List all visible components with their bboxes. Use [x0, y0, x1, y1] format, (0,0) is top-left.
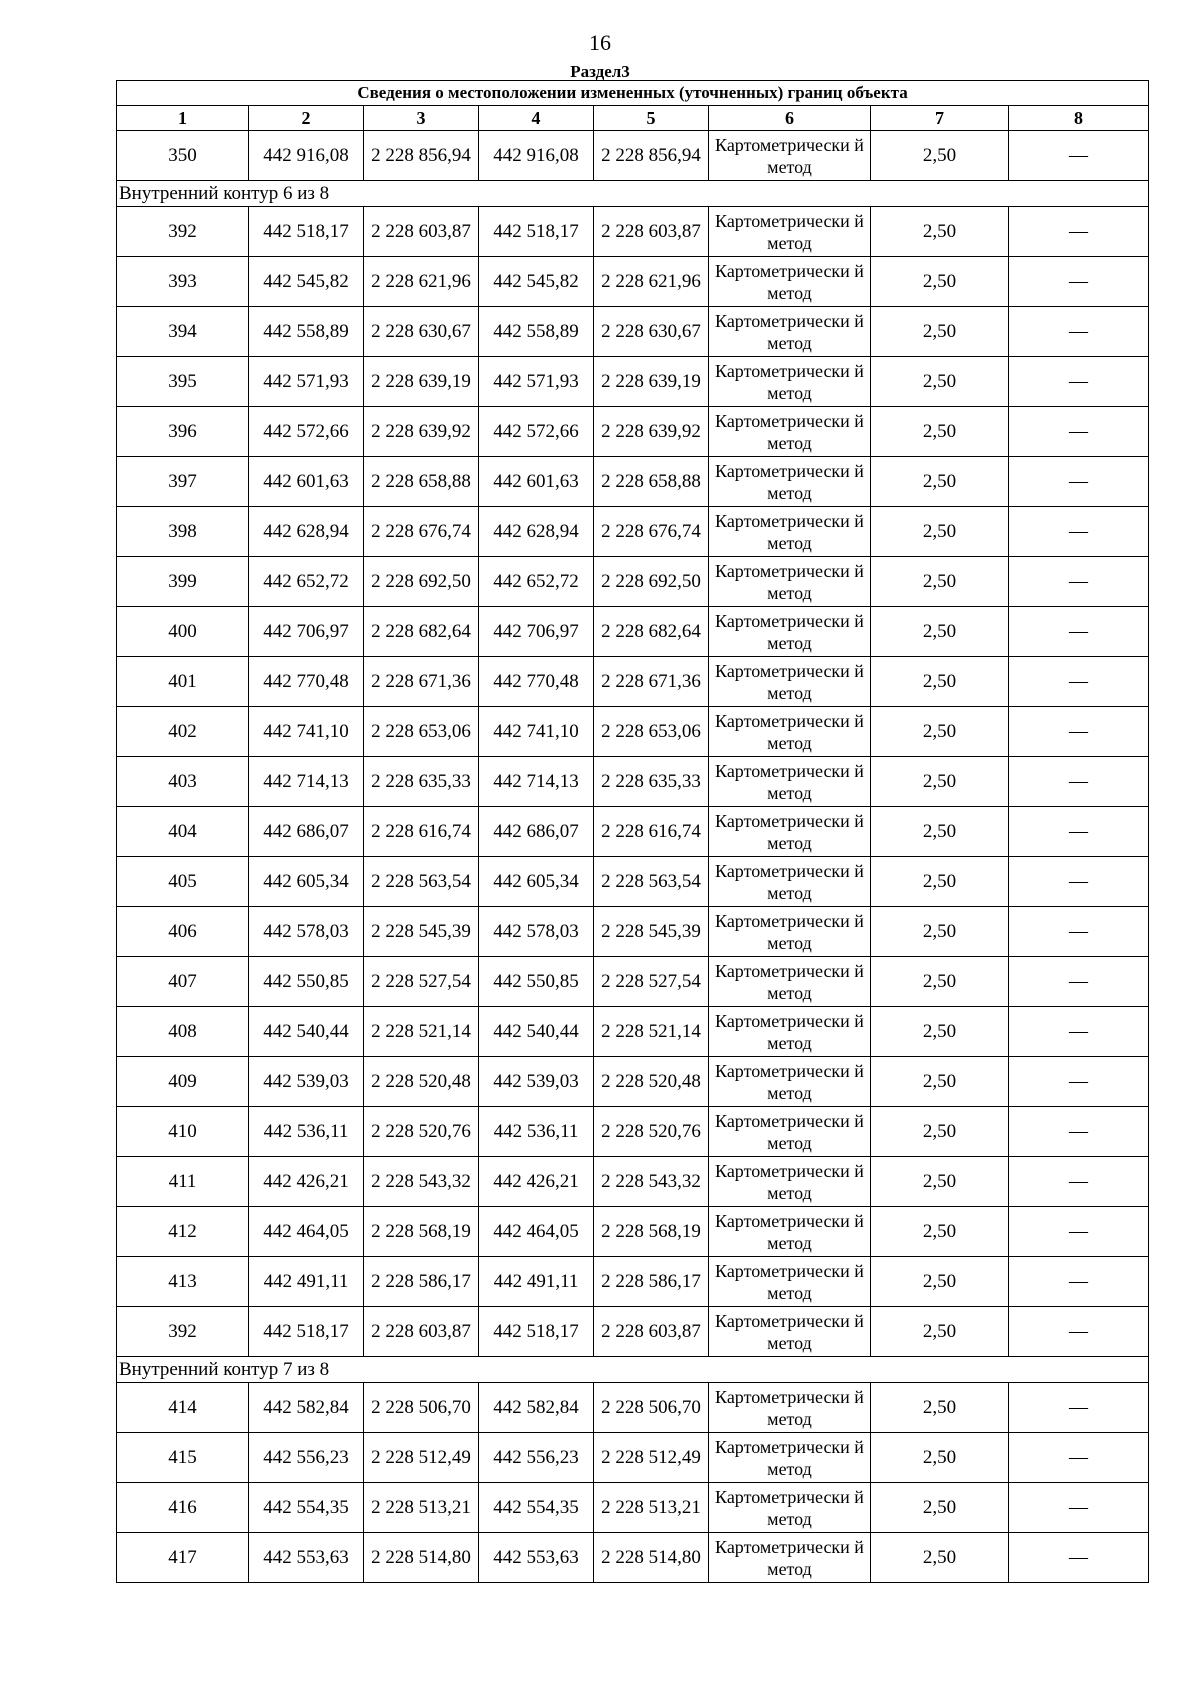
point-number-cell: 393 — [117, 257, 249, 307]
dash-cell: — — [1009, 957, 1149, 1007]
coordinate-cell: 2 228 639,92 — [364, 407, 479, 457]
coordinate-cell: 442 426,21 — [249, 1157, 364, 1207]
method-cell: Картометрически й метод — [709, 557, 871, 607]
dash-cell: — — [1009, 257, 1149, 307]
coordinate-cell: 2 228 671,36 — [364, 657, 479, 707]
coordinate-cell: 442 686,07 — [479, 807, 594, 857]
method-cell: Картометрически й метод — [709, 307, 871, 357]
coordinate-cell: 442 652,72 — [249, 557, 364, 607]
coordinate-cell: 2 228 635,33 — [594, 757, 709, 807]
table-row — [117, 207, 1149, 257]
column-number: 8 — [1009, 106, 1149, 131]
method-cell: Картометрически й метод — [709, 957, 871, 1007]
table-row — [117, 1483, 1149, 1533]
coordinate-cell: 2 228 621,96 — [364, 257, 479, 307]
dash-cell: — — [1009, 1257, 1149, 1307]
coordinate-cell: 442 558,89 — [249, 307, 364, 357]
point-number-cell: 394 — [117, 307, 249, 357]
coordinate-cell: 2 228 671,36 — [594, 657, 709, 707]
method-cell: Картометрически й метод — [709, 131, 871, 181]
coordinate-cell: 442 491,11 — [479, 1257, 594, 1307]
coordinate-cell: 442 578,03 — [479, 907, 594, 957]
table-row — [117, 1057, 1149, 1107]
method-cell: Картометрически й метод — [709, 407, 871, 457]
dash-cell: — — [1009, 131, 1149, 181]
table-row — [117, 1533, 1149, 1583]
table-row — [117, 407, 1149, 457]
method-cell: Картометрически й метод — [709, 1307, 871, 1357]
coordinate-cell: 442 536,11 — [249, 1107, 364, 1157]
method-cell: Картометрически й метод — [709, 507, 871, 557]
coordinate-cell: 2 228 586,17 — [364, 1257, 479, 1307]
coordinate-cell: 442 491,11 — [249, 1257, 364, 1307]
dash-cell: — — [1009, 1207, 1149, 1257]
coordinate-cell: 442 770,48 — [479, 657, 594, 707]
point-number-cell: 397 — [117, 457, 249, 507]
dash-cell: — — [1009, 1307, 1149, 1357]
accuracy-cell: 2,50 — [871, 131, 1009, 181]
accuracy-cell: 2,50 — [871, 907, 1009, 957]
page-number: 16 — [589, 30, 611, 55]
coordinate-cell: 2 228 563,54 — [364, 857, 479, 907]
method-cell: Картометрически й метод — [709, 1257, 871, 1307]
coordinate-cell: 442 652,72 — [479, 557, 594, 607]
coordinate-cell: 2 228 512,49 — [594, 1433, 709, 1483]
table-caption: Сведения о местоположении измененных (уточненных) границ объекта — [117, 81, 1149, 106]
dash-cell: — — [1009, 1533, 1149, 1583]
table-row — [117, 131, 1149, 181]
method-cell: Картометрически й метод — [709, 707, 871, 757]
coordinate-cell: 442 770,48 — [249, 657, 364, 707]
point-number-cell: 411 — [117, 1157, 249, 1207]
coordinate-cell: 442 518,17 — [249, 207, 364, 257]
coordinate-cell: 442 550,85 — [249, 957, 364, 1007]
column-number: 1 — [117, 106, 249, 131]
coordinate-cell: 2 228 692,50 — [594, 557, 709, 607]
dash-cell: — — [1009, 1107, 1149, 1157]
table-row — [117, 1107, 1149, 1157]
coordinate-cell: 2 228 603,87 — [364, 1307, 479, 1357]
accuracy-cell: 2,50 — [871, 1483, 1009, 1533]
coordinate-cell: 2 228 568,19 — [364, 1207, 479, 1257]
dash-cell: — — [1009, 907, 1149, 957]
coordinate-cell: 2 228 639,19 — [364, 357, 479, 407]
coordinate-cell: 442 464,05 — [479, 1207, 594, 1257]
point-number-cell: 396 — [117, 407, 249, 457]
point-number-cell: 398 — [117, 507, 249, 557]
point-number-cell: 416 — [117, 1483, 249, 1533]
accuracy-cell: 2,50 — [871, 457, 1009, 507]
method-cell: Картометрически й метод — [709, 1057, 871, 1107]
coordinate-cell: 442 571,93 — [479, 357, 594, 407]
method-cell: Картометрически й метод — [709, 1007, 871, 1057]
coordinate-cell: 2 228 513,21 — [594, 1483, 709, 1533]
accuracy-cell: 2,50 — [871, 207, 1009, 257]
coordinate-cell: 2 228 520,48 — [364, 1057, 479, 1107]
accuracy-cell: 2,50 — [871, 607, 1009, 657]
dash-cell: — — [1009, 507, 1149, 557]
coordinate-cell: 442 464,05 — [249, 1207, 364, 1257]
coordinates-table — [116, 80, 1149, 1583]
coordinate-cell: 442 714,13 — [479, 757, 594, 807]
coordinate-cell: 442 540,44 — [249, 1007, 364, 1057]
coordinate-cell: 442 540,44 — [479, 1007, 594, 1057]
coordinate-cell: 442 578,03 — [249, 907, 364, 957]
coordinate-cell: 2 228 514,80 — [594, 1533, 709, 1583]
table-row — [117, 757, 1149, 807]
column-number: 2 — [249, 106, 364, 131]
accuracy-cell: 2,50 — [871, 1307, 1009, 1357]
column-number-row — [117, 106, 1149, 131]
method-cell: Картометрически й метод — [709, 357, 871, 407]
table-row — [117, 807, 1149, 857]
accuracy-cell: 2,50 — [871, 807, 1009, 857]
dash-cell: — — [1009, 1433, 1149, 1483]
point-number-cell: 407 — [117, 957, 249, 1007]
accuracy-cell: 2,50 — [871, 1107, 1009, 1157]
coordinate-cell: 442 553,63 — [479, 1533, 594, 1583]
accuracy-cell: 2,50 — [871, 1257, 1009, 1307]
coordinate-cell: 442 706,97 — [249, 607, 364, 657]
method-cell: Картометрически й метод — [709, 807, 871, 857]
method-cell: Картометрически й метод — [709, 757, 871, 807]
accuracy-cell: 2,50 — [871, 1157, 1009, 1207]
coordinate-cell: 2 228 630,67 — [364, 307, 479, 357]
method-cell: Картометрически й метод — [709, 857, 871, 907]
coordinate-cell: 442 554,35 — [479, 1483, 594, 1533]
dash-cell: — — [1009, 1057, 1149, 1107]
coordinate-cell: 2 228 521,14 — [364, 1007, 479, 1057]
method-cell: Картометрически й метод — [709, 457, 871, 507]
dash-cell: — — [1009, 707, 1149, 757]
coordinate-cell: 442 582,84 — [479, 1383, 594, 1433]
coordinate-cell: 442 601,63 — [249, 457, 364, 507]
coordinate-cell: 2 228 520,76 — [594, 1107, 709, 1157]
coordinate-cell: 442 605,34 — [479, 857, 594, 907]
coordinate-cell: 2 228 527,54 — [594, 957, 709, 1007]
coordinate-cell: 442 553,63 — [249, 1533, 364, 1583]
method-cell: Картометрически й метод — [709, 1107, 871, 1157]
coordinate-cell: 2 228 616,74 — [594, 807, 709, 857]
dash-cell: — — [1009, 407, 1149, 457]
coordinate-cell: 442 539,03 — [479, 1057, 594, 1107]
table-row — [117, 707, 1149, 757]
table-row — [117, 857, 1149, 907]
point-number-cell: 399 — [117, 557, 249, 607]
point-number-cell: 409 — [117, 1057, 249, 1107]
coordinate-cell: 442 686,07 — [249, 807, 364, 857]
point-number-cell: 395 — [117, 357, 249, 407]
accuracy-cell: 2,50 — [871, 1383, 1009, 1433]
contour-label: Внутренний контур 6 из 8 — [117, 181, 1149, 207]
coordinate-cell: 2 228 639,92 — [594, 407, 709, 457]
dash-cell: — — [1009, 307, 1149, 357]
coordinate-cell: 2 228 586,17 — [594, 1257, 709, 1307]
coordinate-cell: 2 228 856,94 — [594, 131, 709, 181]
point-number-cell: 408 — [117, 1007, 249, 1057]
dash-cell: — — [1009, 807, 1149, 857]
coordinate-cell: 2 228 682,64 — [594, 607, 709, 657]
coordinate-cell: 442 518,17 — [479, 207, 594, 257]
coordinate-cell: 2 228 520,76 — [364, 1107, 479, 1157]
column-number: 5 — [594, 106, 709, 131]
accuracy-cell: 2,50 — [871, 957, 1009, 1007]
column-number: 4 — [479, 106, 594, 131]
coordinate-cell: 2 228 512,49 — [364, 1433, 479, 1483]
contour-header-row — [117, 1357, 1149, 1383]
column-number: 3 — [364, 106, 479, 131]
coordinate-cell: 442 572,66 — [479, 407, 594, 457]
coordinate-cell: 442 518,17 — [479, 1307, 594, 1357]
coordinate-cell: 2 228 653,06 — [364, 707, 479, 757]
point-number-cell: 392 — [117, 1307, 249, 1357]
dash-cell: — — [1009, 657, 1149, 707]
coordinate-cell: 2 228 658,88 — [364, 457, 479, 507]
accuracy-cell: 2,50 — [871, 1433, 1009, 1483]
coordinate-cell: 442 572,66 — [249, 407, 364, 457]
coordinate-cell: 2 228 621,96 — [594, 257, 709, 307]
table-row — [117, 907, 1149, 957]
coordinate-cell: 2 228 520,48 — [594, 1057, 709, 1107]
coordinate-cell: 2 228 563,54 — [594, 857, 709, 907]
method-cell: Картометрически й метод — [709, 1207, 871, 1257]
accuracy-cell: 2,50 — [871, 307, 1009, 357]
coordinate-cell: 442 556,23 — [249, 1433, 364, 1483]
method-cell: Картометрически й метод — [709, 1157, 871, 1207]
accuracy-cell: 2,50 — [871, 857, 1009, 907]
coordinate-cell: 2 228 630,67 — [594, 307, 709, 357]
accuracy-cell: 2,50 — [871, 1007, 1009, 1057]
coordinate-cell: 2 228 639,19 — [594, 357, 709, 407]
coordinate-cell: 442 550,85 — [479, 957, 594, 1007]
coordinate-cell: 2 228 676,74 — [594, 507, 709, 557]
coordinate-cell: 2 228 513,21 — [364, 1483, 479, 1533]
coordinate-cell: 2 228 514,80 — [364, 1533, 479, 1583]
point-number-cell: 350 — [117, 131, 249, 181]
table-row — [117, 1157, 1149, 1207]
point-number-cell: 403 — [117, 757, 249, 807]
coordinate-cell: 442 628,94 — [479, 507, 594, 557]
coordinate-cell: 2 228 506,70 — [364, 1383, 479, 1433]
column-number: 6 — [709, 106, 871, 131]
coordinate-cell: 442 545,82 — [249, 257, 364, 307]
contour-label: Внутренний контур 7 из 8 — [117, 1357, 1149, 1383]
coordinate-cell: 442 582,84 — [249, 1383, 364, 1433]
table-row — [117, 457, 1149, 507]
coordinate-cell: 2 228 506,70 — [594, 1383, 709, 1433]
coordinate-cell: 2 228 692,50 — [364, 557, 479, 607]
coordinate-cell: 2 228 527,54 — [364, 957, 479, 1007]
table-row — [117, 657, 1149, 707]
coordinate-cell: 2 228 658,88 — [594, 457, 709, 507]
table-row — [117, 357, 1149, 407]
table-row — [117, 1007, 1149, 1057]
dash-cell: — — [1009, 1007, 1149, 1057]
point-number-cell: 417 — [117, 1533, 249, 1583]
column-number: 7 — [871, 106, 1009, 131]
accuracy-cell: 2,50 — [871, 407, 1009, 457]
coordinate-cell: 442 601,63 — [479, 457, 594, 507]
coordinate-cell: 442 605,34 — [249, 857, 364, 907]
point-number-cell: 405 — [117, 857, 249, 907]
contour-header-row — [117, 181, 1149, 207]
table-row — [117, 257, 1149, 307]
coordinate-cell: 442 518,17 — [249, 1307, 364, 1357]
coordinate-cell: 442 706,97 — [479, 607, 594, 657]
dash-cell: — — [1009, 607, 1149, 657]
accuracy-cell: 2,50 — [871, 557, 1009, 607]
dash-cell: — — [1009, 207, 1149, 257]
coordinate-cell: 442 916,08 — [249, 131, 364, 181]
table-row — [117, 607, 1149, 657]
coordinate-cell: 2 228 521,14 — [594, 1007, 709, 1057]
coordinate-cell: 2 228 603,87 — [594, 1307, 709, 1357]
coordinate-cell: 2 228 676,74 — [364, 507, 479, 557]
coordinate-cell: 442 536,11 — [479, 1107, 594, 1157]
accuracy-cell: 2,50 — [871, 757, 1009, 807]
coordinate-cell: 442 558,89 — [479, 307, 594, 357]
accuracy-cell: 2,50 — [871, 657, 1009, 707]
coordinate-cell: 2 228 653,06 — [594, 707, 709, 757]
coordinate-cell: 2 228 568,19 — [594, 1207, 709, 1257]
dash-cell: — — [1009, 857, 1149, 907]
coordinate-cell: 2 228 635,33 — [364, 757, 479, 807]
point-number-cell: 401 — [117, 657, 249, 707]
table-row — [117, 957, 1149, 1007]
method-cell: Картометрически й метод — [709, 1483, 871, 1533]
section-title: Раздел3 — [570, 62, 630, 81]
accuracy-cell: 2,50 — [871, 357, 1009, 407]
coordinate-cell: 442 628,94 — [249, 507, 364, 557]
accuracy-cell: 2,50 — [871, 1533, 1009, 1583]
coordinate-cell: 2 228 545,39 — [594, 907, 709, 957]
accuracy-cell: 2,50 — [871, 707, 1009, 757]
method-cell: Картометрически й метод — [709, 1383, 871, 1433]
coordinate-cell: 2 228 543,32 — [594, 1157, 709, 1207]
coordinate-cell: 442 571,93 — [249, 357, 364, 407]
coordinate-cell: 442 714,13 — [249, 757, 364, 807]
coordinate-cell: 442 916,08 — [479, 131, 594, 181]
point-number-cell: 415 — [117, 1433, 249, 1483]
method-cell: Картометрически й метод — [709, 207, 871, 257]
dash-cell: — — [1009, 757, 1149, 807]
point-number-cell: 414 — [117, 1383, 249, 1433]
coordinate-cell: 442 741,10 — [479, 707, 594, 757]
dash-cell: — — [1009, 1383, 1149, 1433]
dash-cell: — — [1009, 557, 1149, 607]
method-cell: Картометрически й метод — [709, 1533, 871, 1583]
accuracy-cell: 2,50 — [871, 1207, 1009, 1257]
method-cell: Картометрически й метод — [709, 607, 871, 657]
coordinate-cell: 2 228 616,74 — [364, 807, 479, 857]
table-row — [117, 1383, 1149, 1433]
point-number-cell: 392 — [117, 207, 249, 257]
coordinate-cell: 442 539,03 — [249, 1057, 364, 1107]
table-row — [117, 1433, 1149, 1483]
table-row — [117, 1257, 1149, 1307]
table-row — [117, 507, 1149, 557]
coordinate-cell: 442 545,82 — [479, 257, 594, 307]
point-number-cell: 400 — [117, 607, 249, 657]
point-number-cell: 410 — [117, 1107, 249, 1157]
dash-cell: — — [1009, 457, 1149, 507]
coordinate-cell: 442 556,23 — [479, 1433, 594, 1483]
coordinate-cell: 2 228 856,94 — [364, 131, 479, 181]
coordinate-cell: 2 228 682,64 — [364, 607, 479, 657]
coordinate-cell: 2 228 545,39 — [364, 907, 479, 957]
table-row — [117, 1207, 1149, 1257]
point-number-cell: 413 — [117, 1257, 249, 1307]
coordinate-cell: 2 228 603,87 — [364, 207, 479, 257]
point-number-cell: 412 — [117, 1207, 249, 1257]
method-cell: Картометрически й метод — [709, 1433, 871, 1483]
table-row — [117, 557, 1149, 607]
method-cell: Картометрически й метод — [709, 257, 871, 307]
accuracy-cell: 2,50 — [871, 507, 1009, 557]
dash-cell: — — [1009, 1157, 1149, 1207]
coordinate-cell: 442 741,10 — [249, 707, 364, 757]
point-number-cell: 404 — [117, 807, 249, 857]
table-row — [117, 307, 1149, 357]
coordinate-cell: 2 228 603,87 — [594, 207, 709, 257]
point-number-cell: 406 — [117, 907, 249, 957]
dash-cell: — — [1009, 357, 1149, 407]
accuracy-cell: 2,50 — [871, 1057, 1009, 1107]
table-row — [117, 1307, 1149, 1357]
coordinate-cell: 2 228 543,32 — [364, 1157, 479, 1207]
method-cell: Картометрически й метод — [709, 907, 871, 957]
method-cell: Картометрически й метод — [709, 657, 871, 707]
point-number-cell: 402 — [117, 707, 249, 757]
accuracy-cell: 2,50 — [871, 257, 1009, 307]
dash-cell: — — [1009, 1483, 1149, 1533]
coordinate-cell: 442 554,35 — [249, 1483, 364, 1533]
coordinate-cell: 442 426,21 — [479, 1157, 594, 1207]
